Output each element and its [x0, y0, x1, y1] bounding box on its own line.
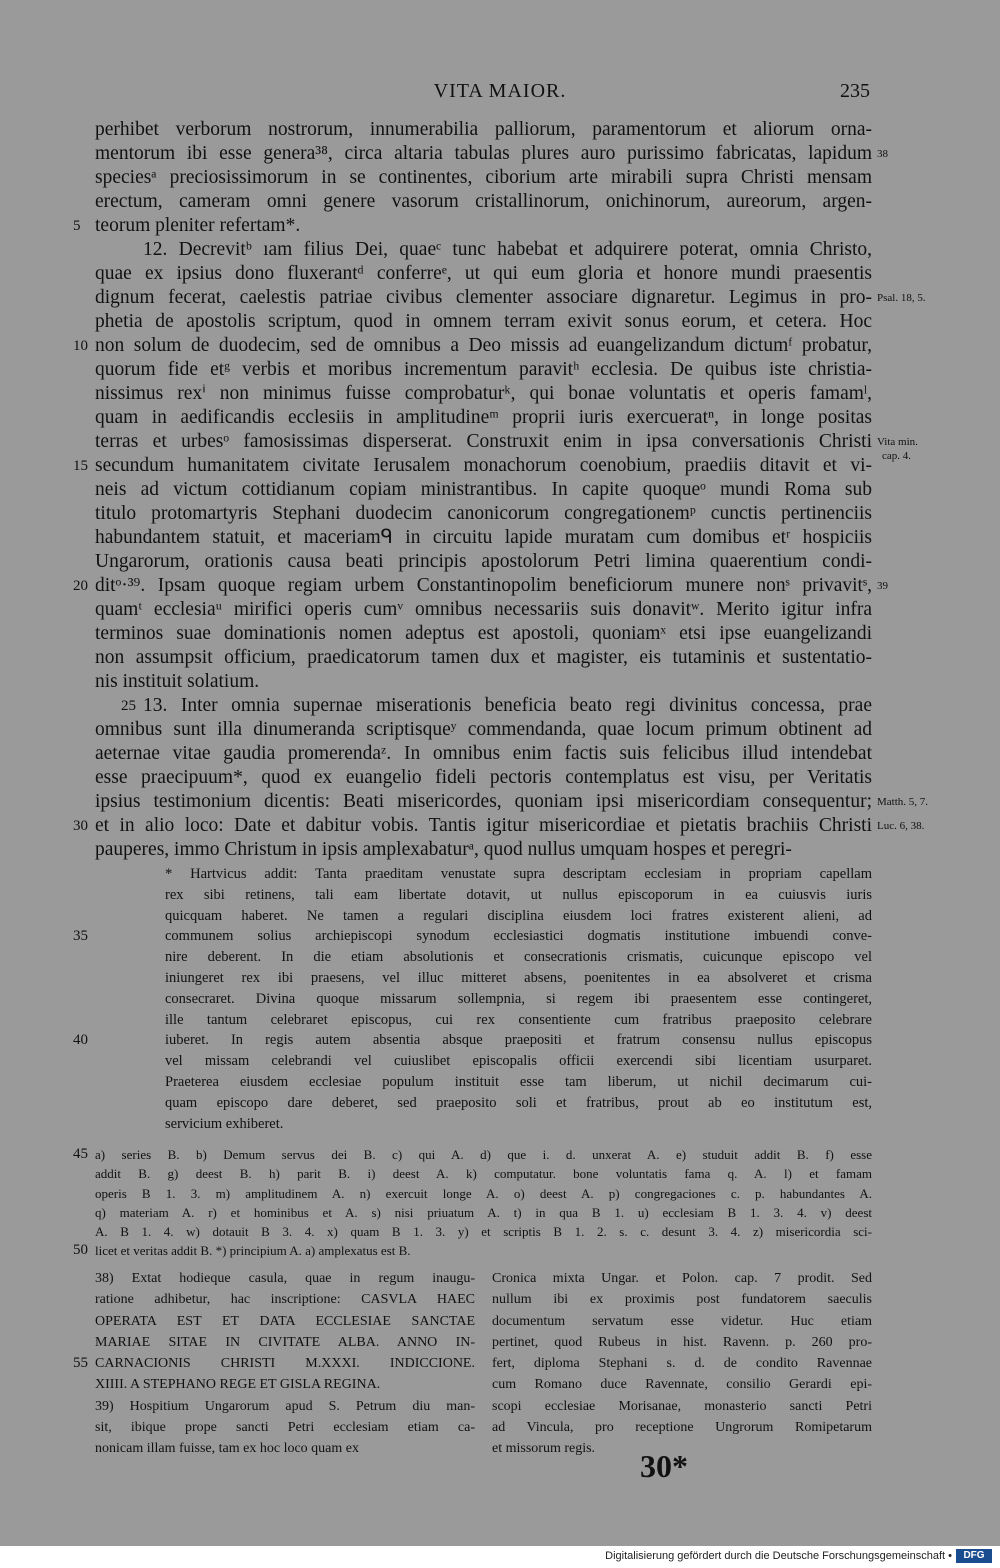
line-text: esse praecipuum*, quod ex euangelio fideli pectoris contemplatus est visu, per Veritatis [95, 767, 872, 788]
line-text: quorum fide etᵍ verbis et moribus incrementum paravitʰ ecclesia. De quibus iste christia- [95, 359, 872, 380]
text-line [73, 454, 872, 478]
funding-credit: Digitalisierung gefördert durch die Deutsche Forschungsgemeinschaft • [605, 1550, 952, 1562]
main-text [73, 118, 929, 862]
margin-reference: Matth. 5, 7. [877, 796, 929, 808]
line-text: A. B 1. 4. w) dotauit B 3. 4. x) quam B 1. 3. y) et scriptis B 1. 2. s. c. desunt 3. 4. z) misericordia sci- [95, 1224, 872, 1240]
text-line [95, 502, 872, 526]
line-number: 35 [73, 928, 88, 945]
text-line [165, 1072, 872, 1093]
line-text: omnibus sunt illa dinumeranda scriptisqueʸ commendanda, quae locum primum obtinent ad [95, 719, 872, 740]
line-number: 25 [121, 698, 136, 714]
text-line [73, 1241, 872, 1260]
line-text: non assumpsit officium, praedicatorum tamen dux et magister, eis tutaminis et sustentatio- [95, 647, 872, 668]
text-line [95, 766, 872, 790]
line-text: XIIII. A STEPHANO REGE ET GISLA REGINA. [95, 1377, 381, 1393]
margin-reference: 38 [877, 148, 888, 160]
text-line [165, 968, 872, 989]
text-line [492, 1289, 872, 1310]
line-text: pauperes, immo Christum in ipsis amplexabaturᵃ, quod nullus umquam hospes et peregri- [95, 839, 792, 860]
text-line [73, 1030, 872, 1051]
footer-bar [0, 1546, 1000, 1568]
text-line [95, 1332, 475, 1353]
margin-reference: Vita min. [877, 436, 918, 448]
line-text: non solum de duodecim, sed de omnibus a Deo missis ad euangelizandum dictumᶠ probatur, [95, 335, 872, 356]
text-line [73, 1145, 872, 1164]
text-line [95, 118, 872, 142]
line-text: communem solius archiepiscopi synodum ecclesiastici dogmatis institutione imbuendi conve- [165, 928, 872, 945]
line-text: ratione adhibetur, hac inscriptione: CASVLA HAEC [95, 1292, 475, 1308]
text-line [95, 166, 872, 190]
line-number: 40 [73, 1032, 88, 1049]
line-text: q) materiam A. r) et hominibus et A. s) nisi priuatum A. t) in qua B 1. u) ecclesiam B 1. 3. 4. v) deest [95, 1204, 872, 1220]
text-line [95, 550, 872, 574]
text-line [165, 885, 872, 906]
line-text: erectum, cameram omni genere vasorum cristallinorum, onichinorum, aureorum, argen- [95, 191, 872, 212]
text-line [492, 1311, 872, 1332]
text-line [73, 214, 872, 238]
text-line [95, 382, 872, 406]
margin-reference: cap. 4. [882, 450, 912, 462]
line-text: titulo protomartyris Stephani duodecim canonicorum congregationemᵖ cunctis pertinenciis [95, 503, 872, 524]
line-text: perhibet verborum nostrorum, innumerabilia palliorum, paramentorum et aliorum orna- [95, 119, 872, 140]
line-number: 30 [73, 818, 88, 834]
page-header [0, 80, 1000, 108]
line-text: speciesᵃ preciosissimorum in se continentes, ciborium arte mirabili supra Christi mensam [95, 167, 872, 188]
line-text: aeternae vitae gaudia promerendaᶻ. In omnibus enim factis suis felicibus illud intendebat [95, 743, 872, 764]
line-text: nis instituit solatium. [95, 671, 260, 692]
signature-mark: 30* [640, 1448, 688, 1484]
line-text: quam episcopo dare deberet, sed praeposito soli et fratribus, prout ab eo institutum est, [165, 1094, 872, 1111]
notes-column-right [492, 1268, 872, 1460]
text-line [95, 598, 872, 622]
line-text: scopi ecclesiae Morisanae, monasterio sancti Petri [492, 1398, 872, 1414]
text-line [95, 1164, 872, 1183]
line-text: nire deberent. In die etiam absolutionis et consecrationis crismatis, cuicunque episcopo vel [165, 949, 872, 966]
line-text: operis B 1. 3. m) amplitudinem A. n) exercuit longe A. o) deest A. p) congregaciones c. p. habundantes A. [95, 1185, 872, 1201]
line-text: 38) Extat hodieque casula, quae in regum inaugu- [95, 1271, 475, 1286]
line-text: 39) Hospitium Ungarorum apud S. Petrum diu man- [95, 1398, 475, 1414]
text-line [95, 742, 872, 766]
line-text: consecraret. Divina quoque missarum sollempnia, si regem ibi praesentem esse contingeret, [165, 990, 872, 1007]
line-text: cum Romano duce Ravennate, consilio Gerardi epi- [492, 1377, 872, 1393]
text-line [73, 814, 925, 838]
text-line [492, 1268, 872, 1289]
line-text: quicquam haberet. Ne tamen a regulari disciplina eiusdem loci fratres existerent alieni, ad [165, 907, 872, 924]
line-text: terminos suae dominationis nomen adeptus est apostoli, quoniamˣ etsi ipse euangelizandi [95, 623, 872, 644]
text-line [95, 1289, 475, 1310]
text-line [95, 358, 872, 382]
line-text: Praeterea eiusdem ecclesiae populum instituit esse tam liberum, ut nichil decimarum cui- [165, 1073, 872, 1090]
line-text: licet et veritas addit B. *) principium A. a) amplexatus est B. [95, 1243, 411, 1259]
line-text: 12. Decrevitᵇ ıam filius Dei, quaeᶜ tunc habebat et adquirere poterat, omnia Christo, [143, 239, 872, 260]
text-line [95, 1222, 872, 1241]
running-title: VITA MAIOR. [433, 80, 567, 102]
line-text: teorum pleniter refertam*. [95, 215, 301, 236]
variant-apparatus [73, 1145, 872, 1261]
text-line [492, 1396, 872, 1417]
line-text: et missorum regis. [492, 1441, 596, 1457]
margin-reference: 39 [877, 580, 888, 592]
text-line [95, 1184, 872, 1203]
text-line [95, 1311, 475, 1332]
line-text: pertinet, quod Rubeus in hist. Ravenn. p. 260 pro- [492, 1334, 872, 1350]
text-line [95, 238, 872, 262]
line-text: habundantem statuit, et maceriamᑫ in circuitu lapide muratam cum domibus etʳ hospiciis [95, 527, 872, 548]
line-text: nullum ibi ex proximis post fundatorem saeculis [492, 1292, 872, 1308]
line-text: ipsius testimonium dicentis: Beati misericordes, quoniam ipsi misericordiam consequentur; [95, 791, 872, 812]
line-number: 20 [73, 578, 88, 594]
text-line [165, 906, 872, 927]
line-text: dignum fecerat, caelestis patriae civibus clementer associare dignaretur. Legimus in pro- [95, 287, 872, 308]
line-text: iuberet. In regis autem absentia absque praepositi et fratrum consensu nullus episcopus [165, 1032, 872, 1049]
text-line [165, 1114, 872, 1135]
line-text: Cronica mixta Ungar. et Polon. cap. 7 prodit. Sed [492, 1271, 872, 1286]
line-text: ditᵒ·³⁹. Ipsam quoque regiam urbem Constantinopolim beneficiorum munere nonˢ privavitˢ, [95, 575, 872, 596]
line-number: 15 [73, 458, 88, 474]
line-text: OPERATA EST ET DATA ECCLESIAE SANCTAE [95, 1313, 475, 1329]
text-line [73, 334, 872, 358]
line-text: servicium exhiberet. [165, 1115, 284, 1132]
text-line [165, 1051, 872, 1072]
hartvicus-footnote [73, 864, 872, 1134]
text-line [165, 1010, 872, 1031]
margin-reference: Luc. 6, 38. [877, 820, 925, 832]
text-line [95, 1438, 475, 1459]
line-text: mentorum ibi esse genera³⁸, circa altaria tabulas plures auro purissimo fabricatas, lapidum [95, 143, 872, 164]
line-number: 10 [73, 338, 88, 354]
dfg-logo: DFG [956, 1549, 992, 1563]
margin-reference: Psal. 18, 5. [877, 292, 926, 304]
line-text: Ungarorum, orationis causa beati principis apostolorum Petri limina quaerentium condi- [95, 551, 872, 572]
text-line [165, 1093, 872, 1114]
text-line [95, 310, 872, 334]
text-line [95, 430, 918, 462]
line-text: fert, diploma Stephani s. d. de condito Ravennae [492, 1356, 872, 1372]
text-line [95, 790, 929, 814]
line-number: 45 [73, 1146, 88, 1162]
text-line [492, 1353, 872, 1374]
line-text: neis ad victum cottidianum copiam ministrantibus. In capite quoqueᵒ mundi Roma sub [95, 479, 872, 500]
line-text: 13. Inter omnia supernae miserationis beneficia beato regi divinitus concessa, prae [143, 695, 872, 716]
line-text: addit B. g) deest B. h) parit B. i) deest A. k) computatur. bone voluntatis fama q. A. l) et famam [95, 1166, 872, 1182]
line-text: a) series B. b) Demum servus dei B. c) qui A. d) que i. d. unxerat A. e) studuit addit B. f) esse [95, 1147, 872, 1162]
text-line [95, 142, 888, 166]
text-line [95, 406, 872, 430]
line-text: et in alio loco: Date et dabitur vobis. Tantis igitur misericordiae et pietatis brachiis Christi [95, 815, 872, 836]
text-line [95, 478, 872, 502]
text-line [95, 646, 872, 670]
line-text: sit, ibique prope sancti Petri ecclesiam etiam ca- [95, 1420, 475, 1436]
line-text: nissimus rexⁱ non minimus fuisse comprobaturᵏ, qui bonae voluntatis et operis famamˡ, [95, 383, 872, 404]
text-line [95, 718, 872, 742]
line-text: secundum humanitatem civitate Ierusalem monachorum coenobium, praediis ditavit et vi- [95, 455, 872, 476]
line-text: quamᵗ ecclesiaᵘ mirifici operis cumᵛ omnibus necessariis suis donavitʷ. Merito igitur infra [95, 599, 872, 620]
line-text: rex sibi retinens, tali eam libertate dotavit, ut nullus episcoporum in ea cuiusvis iuris [165, 886, 872, 903]
text-line [492, 1417, 872, 1438]
line-text: ad Vincula, pro receptione Ungrorum Romipetarum [492, 1420, 872, 1436]
text-line [95, 262, 872, 286]
text-line [95, 190, 872, 214]
text-line [95, 694, 872, 718]
line-text: quam in aedificandis ecclesiis in amplitudineᵐ proprii iuris exercueratⁿ, in longe positas [95, 407, 872, 428]
text-line [95, 286, 926, 310]
text-line [165, 864, 872, 885]
text-line [73, 1353, 475, 1374]
line-text: quae ex ipsius dono fluxerantᵈ conferreᵉ, ut qui eum gloria et honore mundi praesentis [95, 263, 872, 284]
notes-column-left [73, 1268, 475, 1460]
line-text: * Hartvicus addit: Tanta praeditam venustate supra descriptam ecclesiam in propriam capellam [165, 866, 872, 882]
text-line [73, 574, 888, 598]
text-line [165, 989, 872, 1010]
line-number: 5 [73, 218, 81, 234]
text-line [95, 838, 872, 862]
line-text: documentum servatum esse videtur. Huc etiam [492, 1313, 872, 1329]
text-line [95, 1268, 475, 1289]
line-text: phetia de apostolis scriptum, quod in omnem terram exivit sonus eorum, et cetera. Hoc [95, 311, 872, 332]
line-text: ille tantum celebraret episcopus, cui rex consentiente cum fratribus praeposito celebrare [165, 1011, 872, 1028]
line-text: terras et urbesᵒ famosissimas disperserat. Construxit enim in ipsa conversationis Christi [95, 431, 872, 452]
line-text: CARNACIONIS CHRISTI M.XXXI. INDICCIONE. [95, 1356, 475, 1372]
line-text: nonicam illam fuisse, tam ex hoc loco quam ex [95, 1441, 359, 1457]
text-line [492, 1374, 872, 1395]
text-line [95, 1417, 475, 1438]
line-number: 50 [73, 1242, 88, 1259]
text-line [165, 947, 872, 968]
text-line [95, 1203, 872, 1222]
text-line [492, 1332, 872, 1353]
text-line [95, 622, 872, 646]
text-line [95, 1396, 475, 1417]
text-line [95, 670, 872, 694]
text-line [95, 1374, 475, 1395]
line-text: MARIAE SITAE IN CIVITATE ALBA. ANNO IN- [95, 1334, 475, 1350]
line-text: vel missam celebrandi vel cuiuslibet episcopalis officii exercendi sibi licentiam usurparet. [165, 1053, 872, 1070]
text-line [95, 526, 872, 550]
page-number: 235 [840, 80, 870, 102]
text-line [73, 926, 872, 947]
line-number: 55 [73, 1355, 88, 1372]
line-text: iniungeret rex ibi praesens, vel illuc mitteret absens, poenitentes in ea absolveret et crisma [165, 969, 872, 986]
